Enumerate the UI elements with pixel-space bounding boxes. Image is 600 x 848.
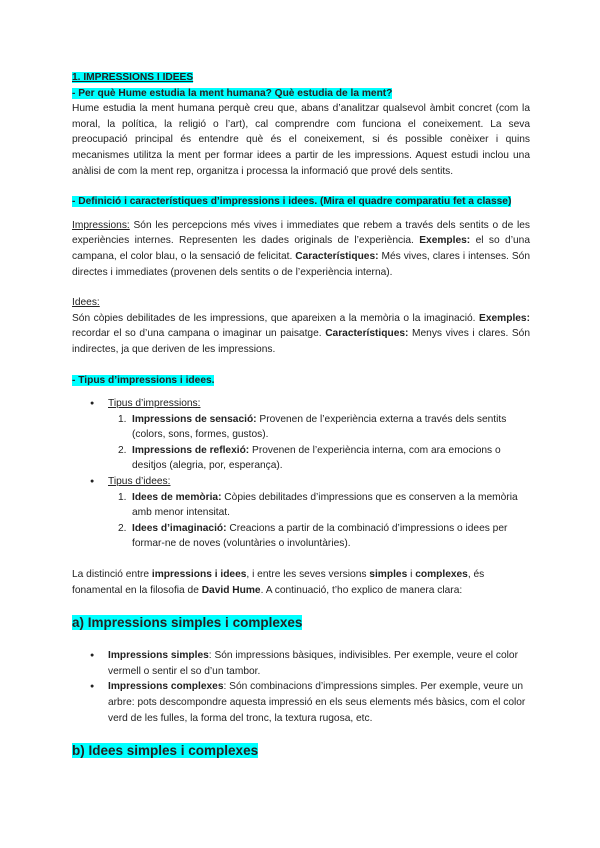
document-page <box>72 70 530 761</box>
list-item: 1. Idees de memòria: Còpies debilitades d’impressions que es conserven a la memòria amb menor intensitat. <box>118 491 518 519</box>
paragraph-idees: Són còpies debilitades de les impressions, que apareixen a la memòria o la imaginació. Exemples: recordar el so d’una campana o imaginar un paisatge. Característiques: Menys vives i clares. Són indirectes, ja que deriven de les impressions. <box>72 312 530 355</box>
list-item: 2. Idees d’imaginació: Creacions a partir de la combinació d’impressions o idees per formar-ne de noves (voluntàries o involuntàries). <box>118 522 508 550</box>
types-list <box>72 396 530 552</box>
list-item: ● Impressions complexes: Són combinacions d’impressions simples. Per exemple, veure un arbre: pots descompondre aquesta impressió en els seus elements més bàsics, com el color verd de les fulles, la forma del tronc, la textura rugosa, etc. <box>72 679 530 726</box>
idees-label: Idees: <box>72 297 100 309</box>
paragraph-hume: Hume estudia la ment humana perquè creu que, abans d’analitzar qualsevol àmbit concret (com la moral, la política, la religió o l’art), cal comprendre com funciona el coneixement. La seva preocupació principal és entendre què és el coneixement, si és possible conèixer i quins mecanismes utilitza la ment per formar idees a partir de les impressions. Aquest estudi inclou una anàlisi de com la ment rep, organitza i processa la informació que prové dels sentits. <box>72 103 530 177</box>
question-2: - Definició i característiques d’impressions i idees. (Mira el quadre comparatiu fet a classe) <box>72 196 512 208</box>
question-3: - Tipus d’impressions i idees. <box>72 374 215 386</box>
paragraph-impressions: Impressions: Són les percepcions més vives i immediates que rebem a través dels sentits o de les experiències internes. Representen les dades originals de l’experiència. Exemples: el so d’una campana, el color blau, o la sensació de felicitat. Característiques: Més vives, clares i intenses. Són directes i immediates (provenen dels sentits o de l’experiència interna). <box>72 219 530 278</box>
paragraph-intro: La distinció entre impressions i idees, i entre les seves versions simples i complexes, és fonamental en la filosofia de David Hume. A continuació, t’ho explico de manera clara: <box>72 569 485 596</box>
list-item: ● Tipus d’impressions: <box>72 396 530 412</box>
list-item: ● Impressions simples: Són impressions bàsiques, indivisibles. Per exemple, veure el color vermell o sentir el so d’un tambor. <box>72 648 530 679</box>
list-item: ● Tipus d’idees: <box>72 474 530 490</box>
list-item: 2. Impressions de reflexió: Provenen de l’experiència interna, com ara emocions o desitjos (alegria, por, esperança). <box>118 444 501 472</box>
section-title: 1. IMPRESSIONS I IDEES <box>72 72 194 83</box>
simple-complex-list <box>72 648 530 726</box>
list-item: 1. Impressions de sensació: Provenen de l’experiència externa a través dels sentits (colors, sons, formes, gustos). <box>118 413 507 441</box>
question-1: - Per què Hume estudia la ment humana? Què estudia de la ment? <box>72 87 393 99</box>
section-b-heading: b) Idees simples i complexes <box>72 743 259 759</box>
section-a-heading: a) Impressions simples i complexes <box>72 615 303 631</box>
